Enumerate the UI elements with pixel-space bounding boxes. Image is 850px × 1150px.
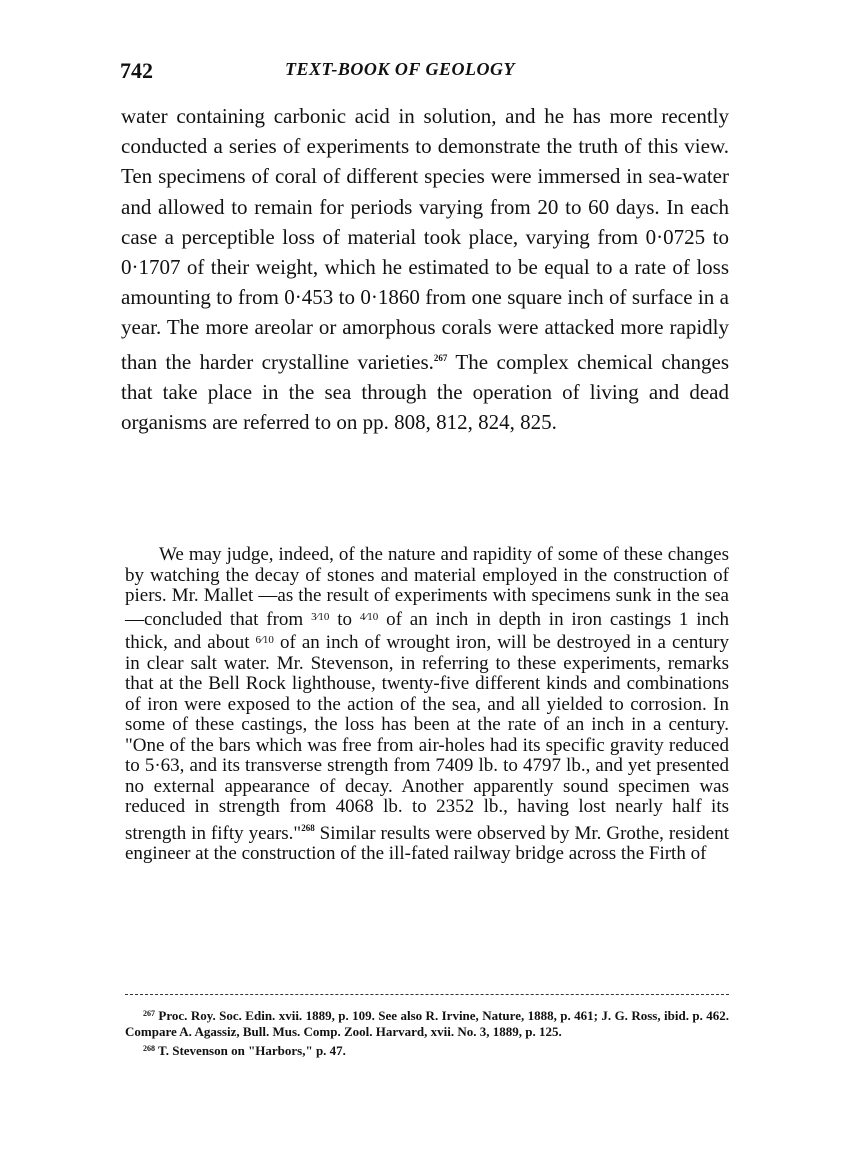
footnote-divider <box>125 994 729 995</box>
footnotes <box>125 1006 729 1059</box>
page-header <box>120 56 730 88</box>
page-number: 742 <box>120 58 153 83</box>
footnote-268 <box>125 1041 729 1059</box>
paragraph-text: We may judge, indeed, of the nature and rapidity of some of these changes by watching the decay of stones and material employed in the construction of piers. Mr. Mallet —as the result of experiments with specimens sunk in the sea—concluded that from <box>125 544 729 630</box>
paragraph-continued <box>121 101 729 437</box>
footnote-number: 267 <box>143 1009 155 1018</box>
paragraph-text: to <box>329 608 360 630</box>
paragraph-text: of an inch of wrought iron, will be destroyed in a century in clear salt water. Mr. Stevenson, in referring to these experiments, remarks that at the Bell Rock lighthouse, twenty-five different kinds and combinations of iron were exposed to the action of the sea, and all yielded to corrosion. In some of these castings, the loss has been at the rate of an inch in a century. "One of the bars which was free from air-holes had its specific gravity reduced to 5·63, and its transverse strength from 7409 lb. to 4797 lb., and yet presented no external appearance of decay. Another apparently sound specimen was reduced in strength from 4068 lb. to 2352 lb., having lost nearly half its strength in fifty years." <box>125 632 730 844</box>
fraction: 3⁄10 <box>311 610 330 623</box>
paragraph-text: water containing carbonic acid in solution, and he has more recently conducted a series of experiments to demonstrate the truth of this view. Ten specimens of coral of different species were immersed in sea-water and allowed to remain for periods varying from 20 to 60 days. In each case a perceptible loss of material took place, varying from 0·0725 to 0·1707 of their weight, which he estimated to be equal to a rate of loss amounting to from 0·453 to 0·1860 from one square inch of surface in a year. The more areolar or amorphous corals were attacked more rapidly than the harder crystalline varieties. <box>121 104 729 374</box>
footnote-ref-268: 268 <box>301 822 315 833</box>
fraction: 6⁄10 <box>255 634 274 646</box>
footnote-text: T. Stevenson on "Harbors," p. 47. <box>155 1042 346 1058</box>
footnote-ref-267: 267 <box>433 352 448 363</box>
paragraph-text: of an inch in depth in iron castings 1 inch thick, and about <box>125 608 729 653</box>
running-head: TEXT-BOOK OF GEOLOGY <box>285 59 516 79</box>
paragraph-text: The complex chemical changes that take place in the sea through the operation of living and dead organisms are referred to on pp. 808, 812, 824, 825. <box>121 349 729 435</box>
fraction: 4⁄10 <box>359 610 379 623</box>
footnote-text: Proc. Roy. Soc. Edin. xvii. 1889, p. 109. See also R. Irvine, Nature, 1888, p. 461; J. G. Ross, ibid. p. 462. Compare A. Agassiz, Bull. Mus. Comp. Zool. Harvard, xvii. No. 3, 1889, p. 125. <box>125 1008 729 1040</box>
paragraph-corrosion <box>125 545 729 865</box>
footnote-267 <box>125 1006 729 1041</box>
paragraph-text: Similar results were observed by Mr. Grothe, resident engineer at the construction of the ill-fated railway bridge across the Firth of <box>125 822 729 864</box>
footnote-number: 268 <box>143 1043 155 1053</box>
